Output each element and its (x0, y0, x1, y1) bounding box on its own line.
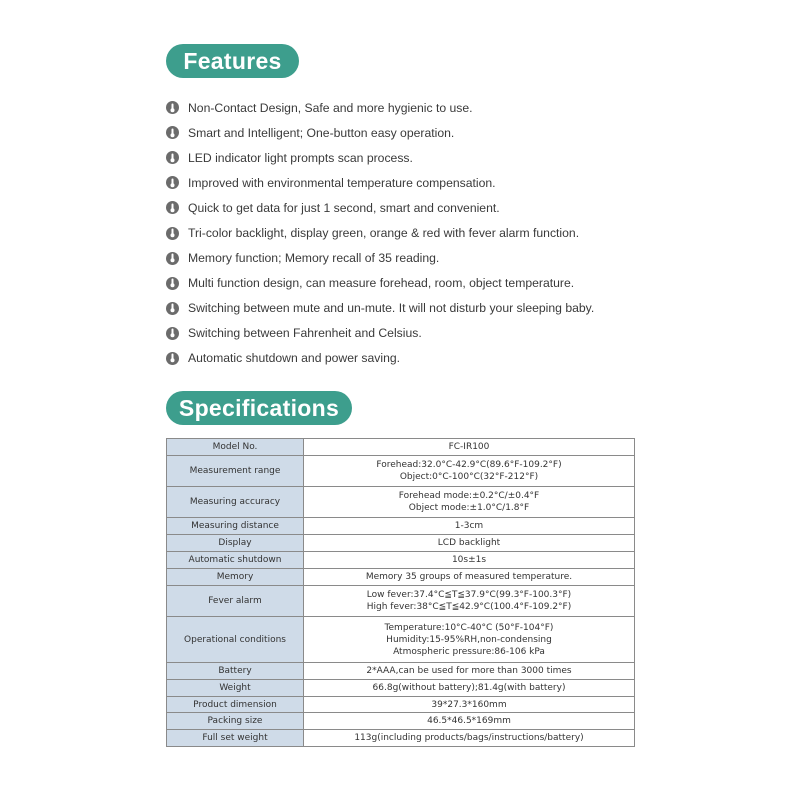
spec-value-line: Object:0°C-100°C(32°F-212°F) (399, 472, 539, 482)
features-heading: Features (166, 44, 299, 78)
spec-label: Operational conditions (167, 617, 304, 663)
spec-value (304, 617, 635, 663)
spec-value (304, 680, 635, 697)
spec-value (304, 586, 635, 617)
spec-row (167, 552, 635, 569)
spec-value-line: Memory 35 groups of measured temperature. (365, 572, 573, 582)
feature-text: Smart and Intelligent; One-button easy operation. (188, 125, 455, 140)
spec-value (304, 535, 635, 552)
feature-item (166, 145, 594, 170)
spec-value-line: 113g(including products/bags/instructions/battery) (354, 733, 584, 743)
spec-value (304, 713, 635, 730)
spec-label: Automatic shutdown (167, 552, 304, 569)
spec-value (304, 552, 635, 569)
feature-text: Tri-color backlight, display green, orange & red with fever alarm function. (188, 226, 580, 241)
spec-row (167, 697, 635, 713)
spec-label: Measurement range (167, 456, 304, 487)
feature-item (166, 246, 594, 271)
spec-value-line: Low fever:37.4°C≦T≦37.9°C(99.3°F-100.3°F) (366, 590, 572, 600)
features-list (166, 95, 594, 371)
thermometer-icon (166, 151, 179, 164)
spec-value-line: High fever:38°C≦T≦42.9°C(100.4°F-109.2°F) (366, 602, 572, 612)
spec-row (167, 680, 635, 697)
feature-item (166, 170, 594, 195)
spec-label: Model No. (167, 439, 304, 456)
feature-text: Switching between mute and un-mute. It will not disturb your sleeping baby. (188, 301, 595, 316)
feature-text: Improved with environmental temperature compensation. (188, 175, 496, 190)
spec-value-line: 39*27.3*160mm (431, 699, 507, 710)
spec-value (304, 518, 635, 535)
feature-item (166, 346, 594, 371)
spec-label: Measuring distance (167, 518, 304, 535)
spec-value (304, 487, 635, 518)
spec-row (167, 730, 635, 747)
spec-row (167, 617, 635, 663)
spec-row (167, 456, 635, 487)
spec-value-line: 1-3cm (454, 521, 484, 531)
spec-row (167, 439, 635, 456)
spec-value (304, 456, 635, 487)
spec-value-line: 2*AAA,can be used for more than 3000 times (366, 666, 572, 676)
feature-text: Non-Contact Design, Safe and more hygienic to use. (188, 100, 473, 115)
thermometer-icon (166, 327, 179, 340)
thermometer-icon (166, 201, 179, 214)
spec-label: Product dimension (167, 697, 304, 713)
spec-value-line: FC-IR100 (448, 442, 490, 452)
feature-item (166, 95, 594, 120)
feature-text: Automatic shutdown and power saving. (188, 351, 401, 366)
spec-value (304, 663, 635, 680)
thermometer-icon (166, 101, 179, 114)
feature-text: Memory function; Memory recall of 35 reading. (188, 251, 440, 266)
spec-value (304, 697, 635, 713)
spec-value-line: 46.5*46.5*169mm (427, 716, 511, 726)
thermometer-icon (166, 227, 179, 240)
spec-value-line: Atmospheric pressure:86-106 kPa (393, 646, 545, 657)
spec-value-line: LCD backlight (437, 538, 501, 548)
feature-text: Quick to get data for just 1 second, smart and convenient. (188, 200, 500, 215)
specifications-table (166, 438, 635, 747)
feature-item (166, 220, 594, 245)
spec-label: Fever alarm (167, 586, 304, 617)
spec-label: Memory (167, 569, 304, 586)
feature-text: Switching between Fahrenheit and Celsius. (188, 326, 422, 341)
thermometer-icon (166, 176, 179, 189)
spec-label: Weight (167, 680, 304, 697)
spec-value-line: Object mode:±1.0°C/1.8°F (408, 503, 530, 513)
spec-value-line: Forehead:32.0°C-42.9°C(89.6°F-109.2°F) (376, 460, 562, 470)
spec-label: Battery (167, 663, 304, 680)
spec-value (304, 439, 635, 456)
feature-item (166, 120, 594, 145)
feature-text: LED indicator light prompts scan process. (188, 150, 413, 165)
spec-label: Display (167, 535, 304, 552)
thermometer-icon (166, 277, 179, 290)
feature-item (166, 296, 594, 321)
feature-item (166, 195, 594, 220)
spec-value-line: Humidity:15-95%RH,non-condensing (386, 634, 552, 645)
spec-row (167, 535, 635, 552)
feature-text: Multi function design, can measure forehead, room, object temperature. (188, 276, 575, 291)
spec-value-line: 66.8g(without battery);81.4g(with battery) (372, 683, 566, 693)
spec-label: Measuring accuracy (167, 487, 304, 518)
spec-row (167, 569, 635, 586)
thermometer-icon (166, 352, 179, 365)
spec-row (167, 518, 635, 535)
spec-row (167, 663, 635, 680)
spec-row (167, 713, 635, 730)
feature-item (166, 271, 594, 296)
spec-value-line: Temperature:10°C-40°C (50°F-104°F) (384, 622, 554, 633)
spec-value-line: Forehead mode:±0.2°C/±0.4°F (398, 491, 540, 501)
spec-row (167, 586, 635, 617)
spec-value-line: 10s±1s (451, 555, 487, 565)
thermometer-icon (166, 252, 179, 265)
thermometer-icon (166, 302, 179, 315)
spec-label: Full set weight (167, 730, 304, 747)
spec-value (304, 569, 635, 586)
spec-row (167, 487, 635, 518)
spec-value (304, 730, 635, 747)
thermometer-icon (166, 126, 179, 139)
specifications-heading: Specifications (166, 391, 352, 425)
feature-item (166, 321, 594, 346)
spec-label: Packing size (167, 713, 304, 730)
